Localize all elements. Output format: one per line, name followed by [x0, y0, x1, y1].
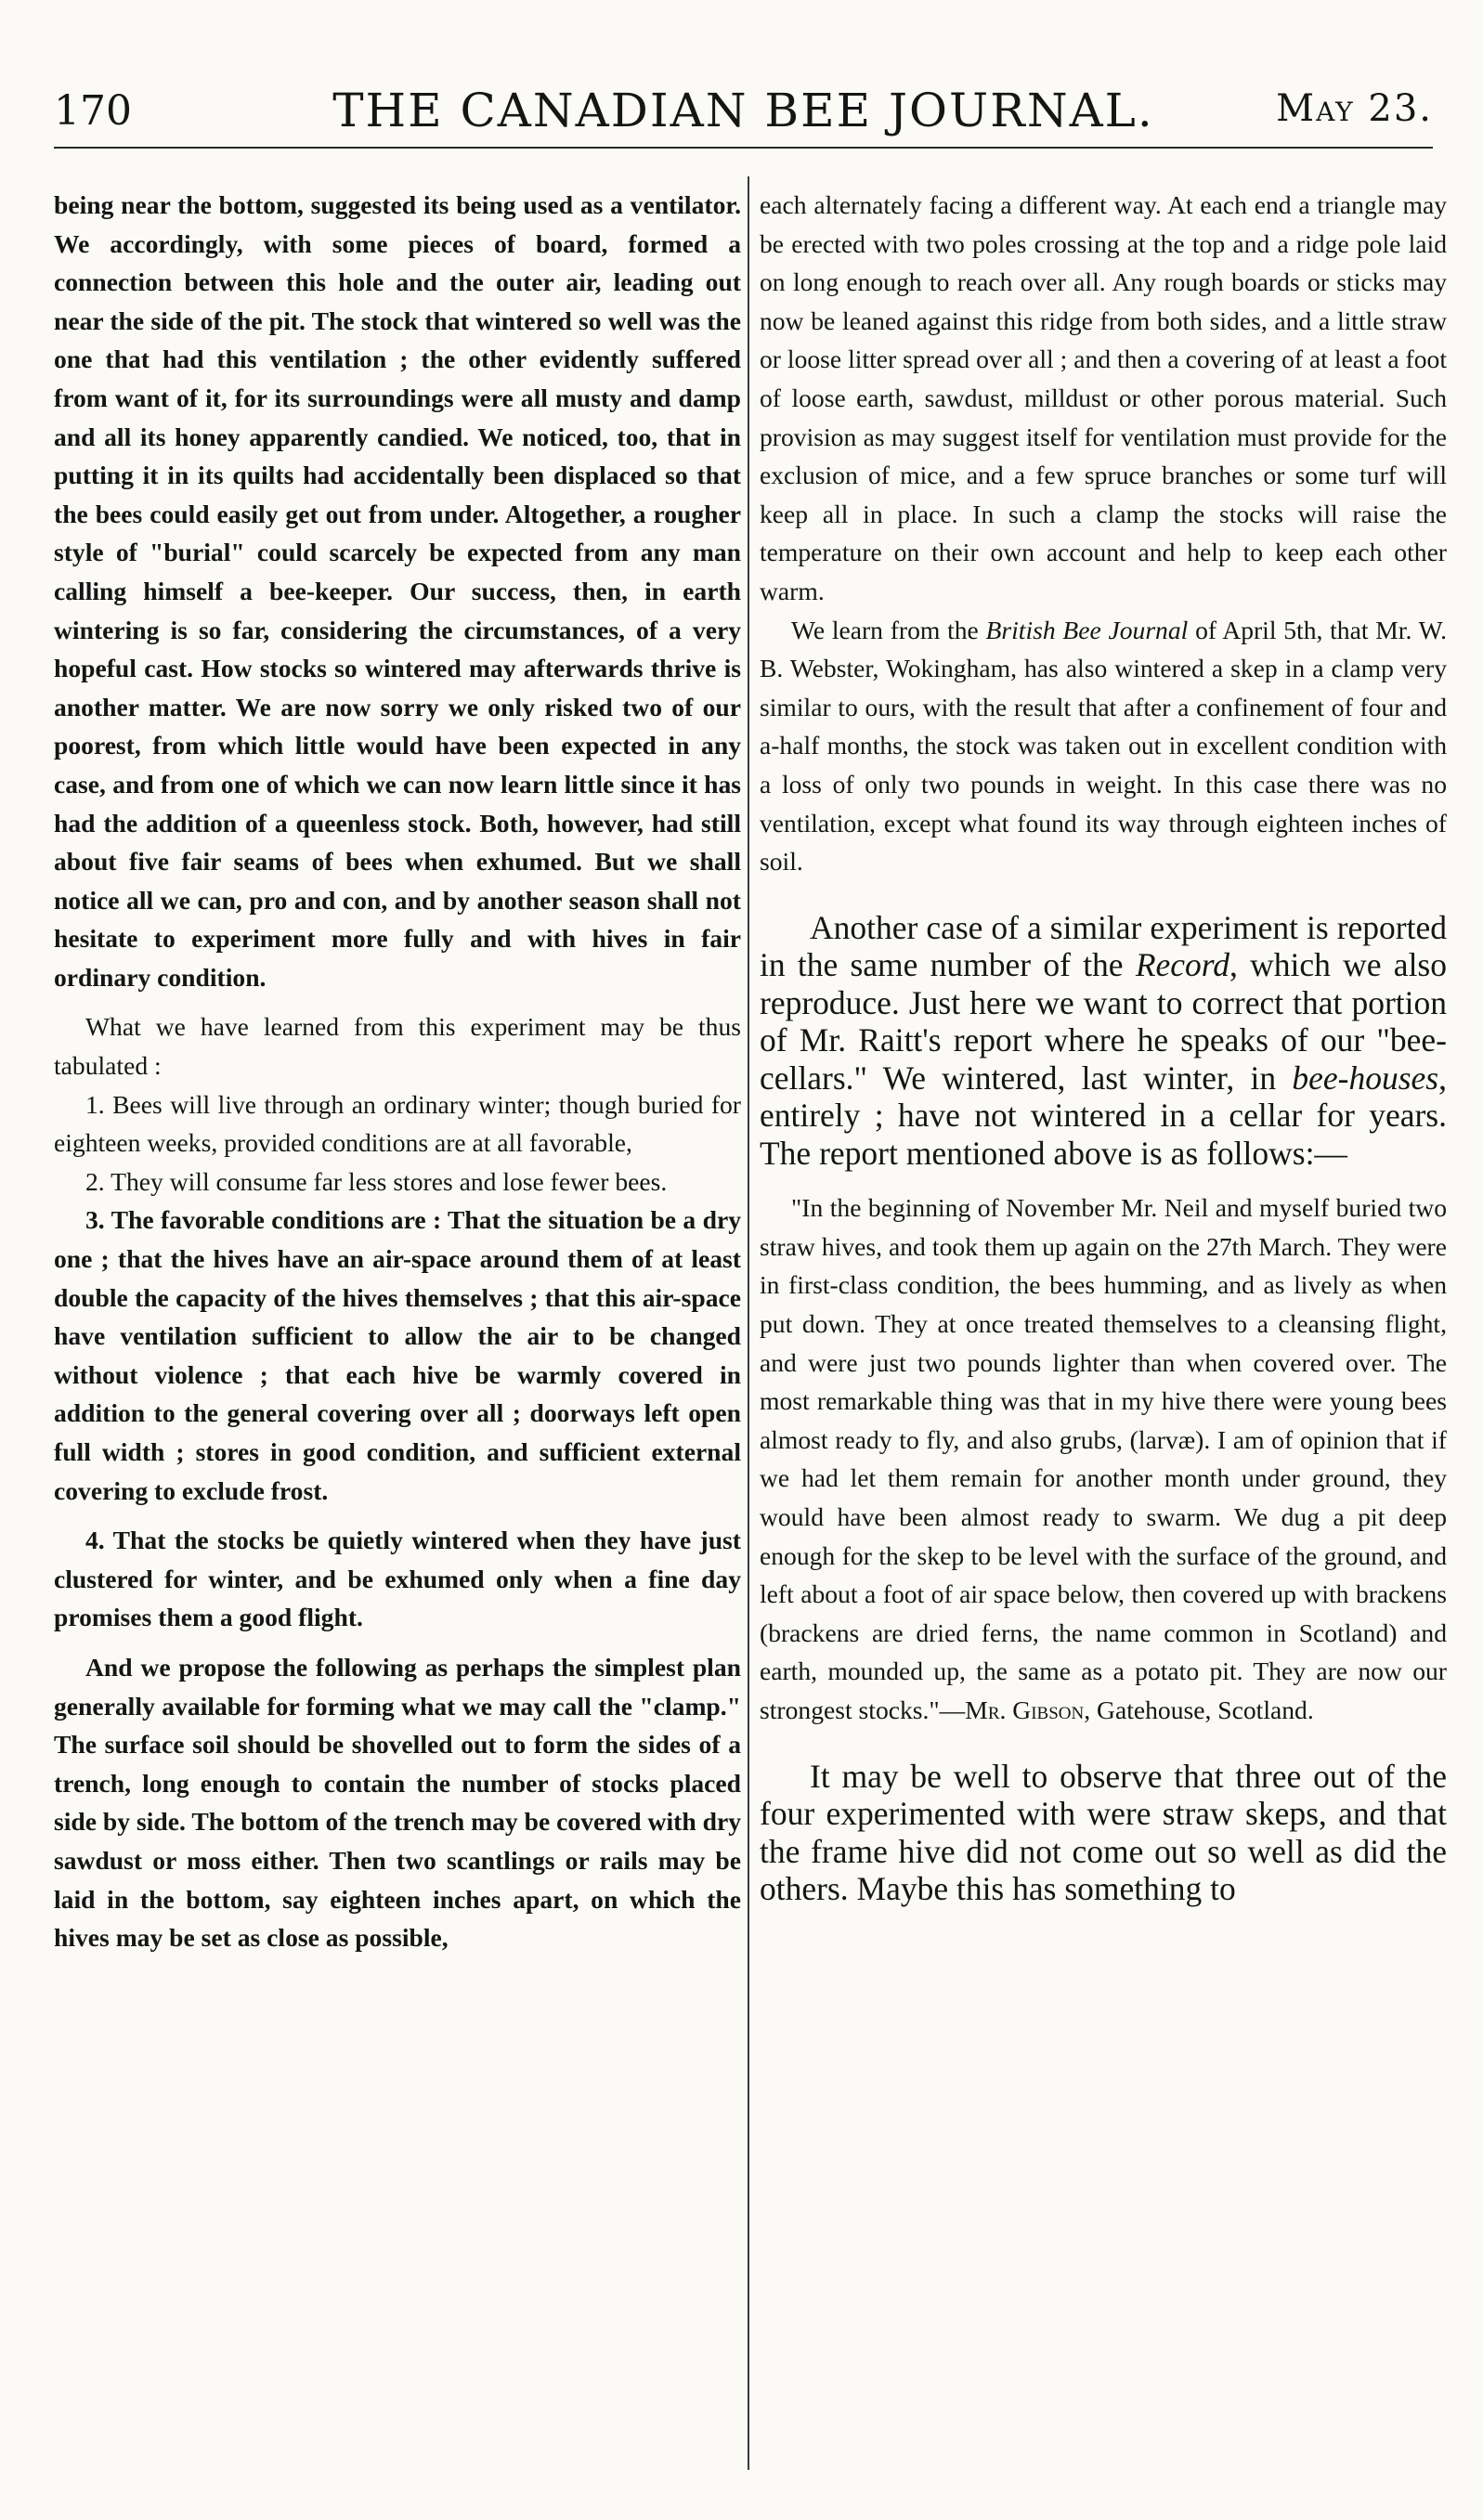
journal-name: British Bee Journal: [985, 615, 1189, 644]
quote-author: Mr. Gibson: [965, 1695, 1085, 1724]
text-run: of April 5th, that Mr. W. B. Webster, Wokingham, has also wintered a skep in a clamp very similar to ours, with the result that after a confinement of four and a-half months, the stock was taken out in excellent condition with a loss of only two pounds in weight. In this case there was no ventilation, except what found its way through eighteen inches of soil.: [760, 615, 1447, 877]
text-run: , which we also reproduce. Just here we want to correct that portion of Mr. Raitt's report where he speaks of our "bee-cellars." We wintered, last winter, in: [760, 946, 1447, 1097]
italic-term: bee-houses: [1292, 1059, 1439, 1097]
editorial-paragraph: [760, 909, 1447, 1173]
right-column: [760, 186, 1447, 2479]
paragraph: [760, 611, 1447, 881]
text-run: , Gatehouse, Scotland.: [1084, 1695, 1314, 1724]
header-rule: [54, 147, 1433, 149]
publication-name: Record: [1135, 946, 1230, 984]
paragraph: What we have learned from this experiment may be thus tabulated :: [54, 1012, 741, 1081]
text-run: , entirely ; have not wintered in a cellar for years. The report mentioned above is as follows:—: [760, 1059, 1447, 1172]
editorial-paragraph: It may be well to observe that three out of the four experimented with were straw skeps, and that the frame hive did not come out so well as did the others. Maybe this has something to: [760, 1757, 1447, 1907]
issue-date: May 23.: [1276, 87, 1433, 130]
quoted-report: [760, 1189, 1447, 1729]
left-column: [54, 186, 741, 2479]
list-item: 2. They will consume far less stores and lose fewer bees.: [85, 1166, 668, 1196]
column-divider: [748, 176, 749, 2470]
page-number: 170: [54, 87, 132, 135]
page-header: [54, 80, 1433, 145]
list-item: 3. The favorable conditions are : That the situation be a dry one ; that the hives have an air-space around them of at least double the capacity of the hives themselves ; that this air-space have ventilation sufficient to allow the air to be changed without violence ; that each hive be warmly covered in addition to the general covering over all ; doorways left open full width ; stores in good condition, and sufficient external covering to exclude frost.: [54, 1205, 741, 1505]
text-run: We learn from the: [791, 615, 986, 644]
paragraph: being near the bottom, suggested its being used as a ventilator. We accordingly, with some pieces of board, formed a connection between this hole and the outer air, leading out near the side of the pit. The stock that wintered so well was the one that had this ventilation ; the other evidently suffered from want of it, for its surroundings were all musty and damp and all its honey apparently candied. We noticed, too, that in putting it in its quilts had accidentally been displaced so that the bees could easily get out from under. Altogether, a rougher style of "burial" could scarcely be expected from any man calling himself a bee-keeper. Our success, then, in earth wintering is so far, considering the circumstances, of a very hopeful cast. How stocks so wintered may afterwards thrive is another matter. We are now sorry we only risked two of our poorest, from which little would have been expected in any case, and from one of which we can now learn little since it has had the addition of a queenless stock. Both, however, had still about five fair seams of bees when exhumed. But we shall notice all we can, pro and con, and by another season shall not hesitate to experiment more fully and with hives in fair ordinary condition.: [54, 190, 741, 992]
text-run: "In the beginning of November Mr. Neil and myself buried two straw hives, and took them up again on the 27th March. They were in first-class condition, the bees humming, and as lively as when put down. They at once treated themselves to a cleansing flight, and were just two pounds lighter than when covered over. The most remarkable thing was that in my hive there were young bees almost ready to fly, and also grubs, (larvæ). I am of opinion that if we had let them remain for another month under ground, they would have been almost ready to swarm. We dug a pit deep enough for the skep to be level with the surface of the ground, and left about a foot of air space below, then covered up with brackens (brackens are dried ferns, the name common in Scotland) and earth, mounded up, the same as a potato pit. They are now our strongest stocks."—: [760, 1193, 1447, 1724]
paragraph: And we propose the following as perhaps the simplest plan generally available for forming what we may call the "clamp." The surface soil should be shovelled out to form the sides of a trench, long enough to contain the number of stocks placed side by side. The bottom of the trench may be covered with dry sawdust or moss either. Then two scantlings or rails may be laid in the bottom, say eighteen inches apart, on which the hives may be set as close as possible,: [54, 1652, 741, 1953]
list-item: 1. Bees will live through an ordinary winter; though buried for eighteen weeks, provided conditions are at all favorable,: [54, 1089, 741, 1158]
paragraph: each alternately facing a different way. At each end a triangle may be erected with two poles crossing at the top and a ridge pole laid on long enough to reach over all. Any rough boards or sticks may now be leaned against this ridge from both sides, and a little straw or loose litter spread over all ; and then a covering of at least a foot of loose earth, sawdust, milldust or other porous material. Such provision as may suggest itself for ventilation must provide for the exclusion of mice, and a few spruce branches or some turf will keep all in place. In such a clamp the stocks will raise the temperature on their own account and help to keep each other warm.: [760, 190, 1447, 605]
journal-title: THE CANADIAN BEE JOURNAL.: [332, 84, 1154, 137]
list-item: 4. That the stocks be quietly wintered when they have just clustered for winter, and be exhumed only when a fine day promises them a good flight.: [54, 1526, 741, 1632]
text-run: Another case of a similar experiment is reported in the same number of the: [760, 908, 1447, 984]
